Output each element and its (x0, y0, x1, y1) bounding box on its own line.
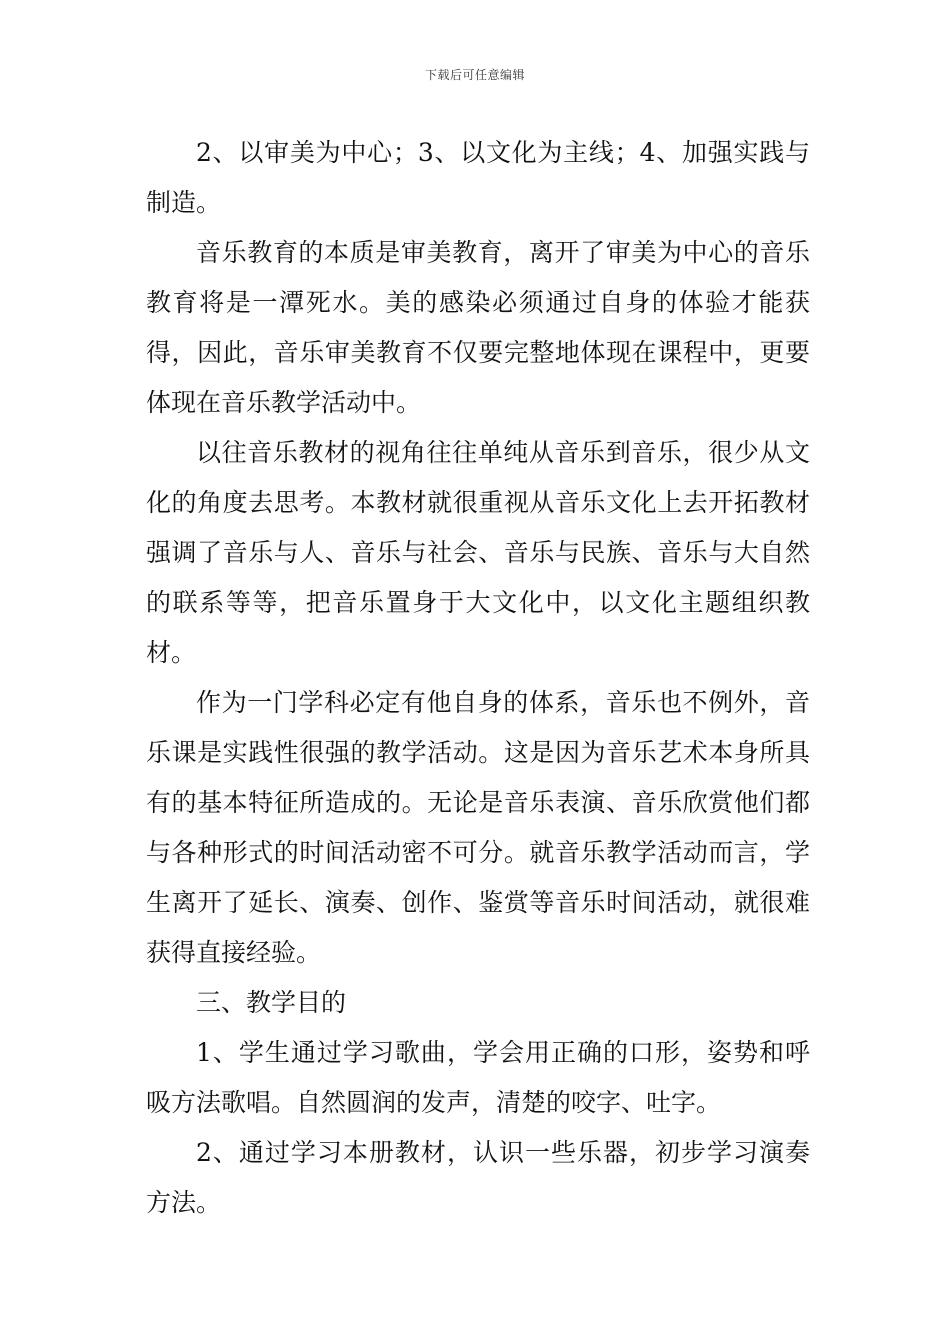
section-heading-teaching-goals: 三、教学目的 (196, 988, 347, 1017)
paragraph-practice-nature: 作为一门学科必定有他自身的体系，音乐也不例外，音乐课是实践性很强的教学活动。这是因为音乐艺术本身所具有的基本特征所造成的。无论是音乐表演、音乐欣赏他们都与各种形式的时间活动密不可分。就音乐教学活动而言，学生离开了延长、演奏、创作、鉴赏等音乐时间活动，就很难获得直接经验。 (146, 688, 810, 967)
paragraph-goal-instruments: 2、通过学习本册教材，认识一些乐器，初步学习演奏方法。 (146, 1138, 810, 1217)
paragraph-goal-singing: 1、学生通过学习歌曲，学会用正确的口形，姿势和呼吸方法歌唱。自然圆润的发声，清楚的咬字、吐字。 (146, 1038, 810, 1117)
document-body (146, 128, 810, 1228)
header-note: 下载后可任意编辑 (424, 68, 525, 82)
paragraph-culture-perspective: 以往音乐教材的视角往往单纯从音乐到音乐，很少从文化的角度去思考。本教材就很重视从音乐文化上去开拓教材强调了音乐与人、音乐与社会、音乐与民族、音乐与大自然的联系等等，把音乐置身于大文化中，以文化主题组织教材。 (146, 438, 810, 667)
paragraph-practice-principles: 2、以审美为中心；3、以文化为主线；4、加强实践与制造。 (146, 138, 810, 217)
paragraph-aesthetic-education: 音乐教育的本质是审美教育，离开了审美为中心的音乐教育将是一潭死水。美的感染必须通过自身的体验才能获得，因此，音乐审美教育不仅要完整地体现在课程中，更要体现在音乐教学活动中。 (146, 238, 810, 417)
